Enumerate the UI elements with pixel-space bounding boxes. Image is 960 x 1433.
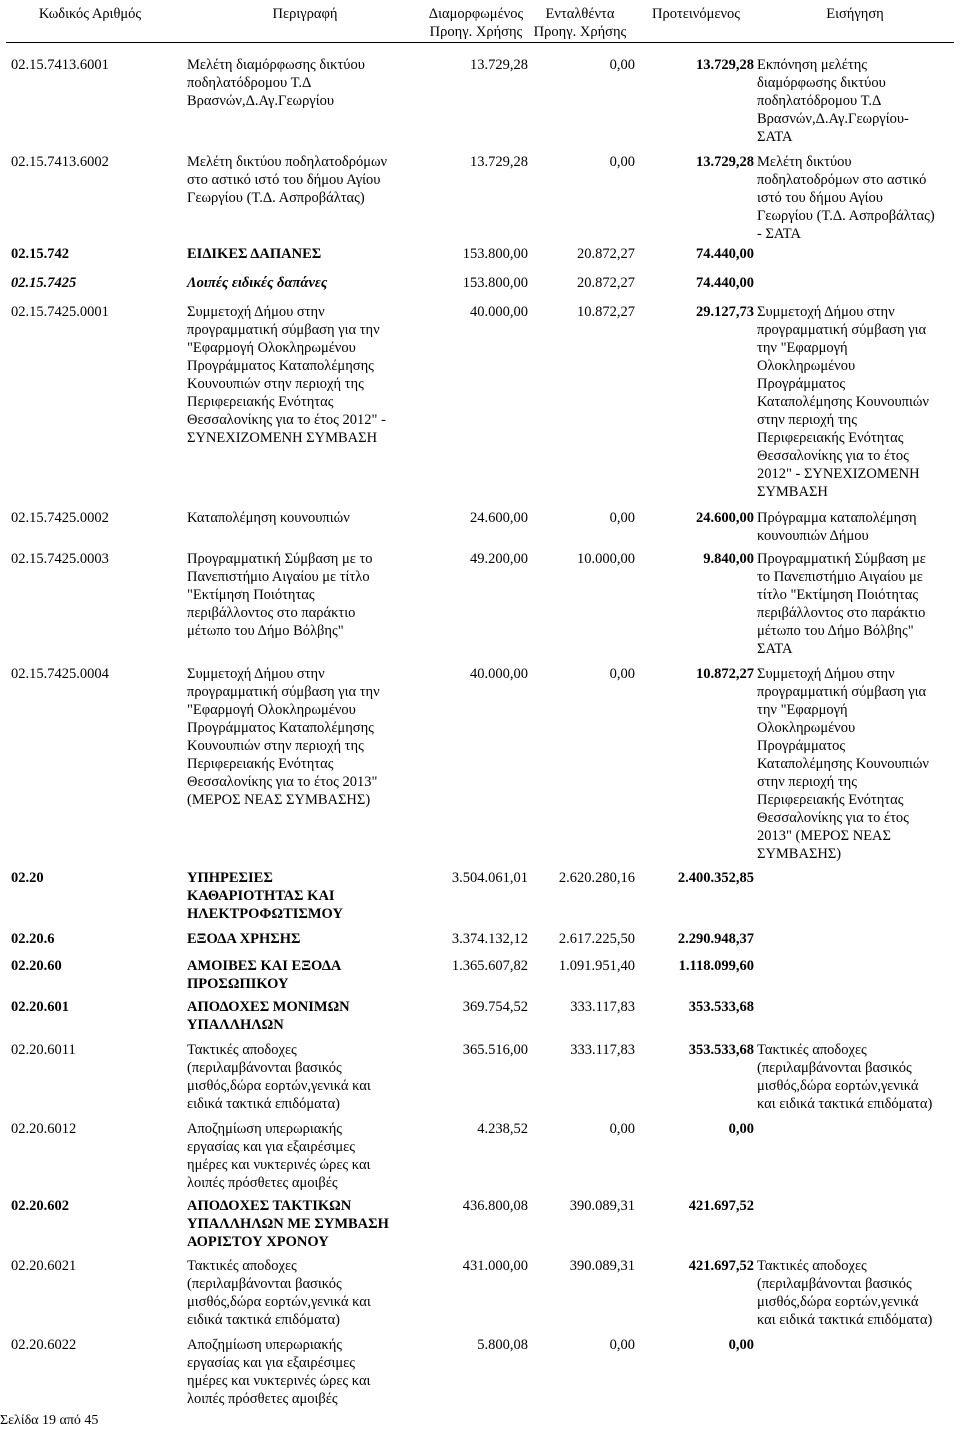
row-description [187,1336,415,1408]
row-description [187,869,415,923]
row-proposal-line: Ολοκληρωμένου [757,720,856,736]
row-description-line: "Εφαρμογή Ολοκληρωμένου [187,702,356,718]
row-code: 02.20.602 [11,1198,69,1214]
row-description [187,274,415,292]
row-code: 02.15.742 [11,246,69,262]
row-proposal-line: Συμμετοχή Δήμου στην [757,304,895,320]
row-description-line: Καταπολέμηση κουνουπιών [187,510,350,526]
row-proposal-line: προγραμματική σύμβαση για [757,684,927,700]
row-committed-value: 0,00 [609,154,635,170]
row-proposed-value: 0,00 [728,1121,754,1137]
row-proposed-value: 74.440,00 [696,246,754,262]
row-code: 02.15.7413.6002 [11,154,109,170]
row-proposal-line: το Πανεπιστήμιο Αιγαίου με [757,569,923,585]
row-description-line: Αποζημίωση υπερωριακής [187,1121,343,1137]
row-proposal-line: Γεωργίου (Τ.Δ. Ασπροβάλτας) [757,208,935,224]
row-committed-value: 0,00 [609,57,635,73]
row-description [187,1257,415,1329]
row-description-line: Περιφερειακής Ενότητας [187,394,334,410]
row-proposed-value: 24.600,00 [696,510,754,526]
row-description-line: Τακτικές αποδοχες [187,1042,297,1058]
row-proposal-line: στην περιοχή της [757,774,857,790]
row-description-line: Γεωργίου (Τ.Δ. Ασπροβάλτας) [187,190,365,206]
row-description [187,303,415,447]
row-code: 02.15.7413.6001 [11,57,109,73]
row-formatted-value: 369.754,52 [462,999,528,1015]
row-formatted-value: 3.374.132,12 [451,931,528,947]
row-description-line: μισθός,δώρα εορτών,γενικά και [187,1078,371,1094]
row-code: 02.20.6022 [11,1337,77,1353]
row-description-line: ΑΠΟΔΟΧΕΣ ΜΟΝΙΜΩΝ [187,999,350,1015]
row-description-line: ΑΜΟΙΒΕΣ ΚΑΙ ΕΞΟΔΑ [187,958,342,974]
row-committed-value: 10.872,27 [577,304,635,320]
row-formatted-value: 436.800,08 [462,1198,528,1214]
row-proposed-value: 9.840,00 [703,551,754,567]
row-proposal-line: Θεσσαλονίκης για το έτος [757,810,909,826]
row-description-line: μέτωπο του Δήμο Βόλβης" [187,623,344,639]
row-proposal-note [757,665,957,863]
row-proposal-line: Τακτικές αποδοχες [757,1042,867,1058]
row-formatted-value: 4.238,52 [477,1121,528,1137]
row-proposed-value: 421.697,52 [688,1198,754,1214]
row-description [187,1041,415,1113]
row-proposal-line: ποδηλατόδρομου Τ.Δ [757,93,882,109]
row-description-line: (περιλαμβάνονται βασικός [187,1060,342,1076]
row-proposal-line: Θεσσαλονίκης για το έτος [757,448,909,464]
row-proposed-value: 353.533,68 [688,1042,754,1058]
row-proposal-line: ιστό του δήμου Αγίου [757,190,883,206]
row-description-line: Θεσσαλονίκης για το έτος 2013" [187,774,378,790]
row-formatted-value: 40.000,00 [470,666,528,682]
row-formatted-value: 49.200,00 [470,551,528,567]
row-proposal-line: ποδηλατοδρόμων στο αστικό [757,172,927,188]
row-description-line: Προγράμματος Καταπολέμησης [187,358,374,374]
row-formatted-value: 24.600,00 [470,510,528,526]
row-proposed-value: 13.729,28 [696,57,754,73]
row-code: 02.20.6 [11,931,55,947]
row-proposal-line: την "Εφαρμογή [757,702,848,718]
row-committed-value: 0,00 [609,666,635,682]
row-committed-value: 333.117,83 [570,999,635,1015]
row-formatted-value: 13.729,28 [470,154,528,170]
row-description-line: Πανεπιστήμιο Αιγαίου με τίτλο [187,569,370,585]
row-description-line: "Εφαρμογή Ολοκληρωμένου [187,340,356,356]
table-header [0,0,960,42]
row-code: 02.15.7425.0004 [11,666,109,682]
row-committed-value: 2.617.225,50 [558,931,635,947]
row-formatted-value: 431.000,00 [462,1258,528,1274]
row-proposal-note [757,550,957,658]
row-description-line: (ΜΕΡΟΣ ΝΕΑΣ ΣΥΜΒΑΣΗΣ) [187,792,371,808]
row-description [187,998,415,1034]
row-committed-value: 0,00 [609,510,635,526]
row-description-line: Θεσσαλονίκης για το έτος 2012" - [187,412,386,428]
row-formatted-value: 1.365.607,82 [451,958,528,974]
row-proposal-line: (περιλαμβάνονται βασικός [757,1276,912,1292]
row-proposal-note [757,509,957,545]
row-proposal-line: ΣΥΜΒΑΣΗ [757,484,828,500]
row-proposed-value: 74.440,00 [696,275,754,291]
row-description [187,930,415,948]
row-description-line: περιβάλλοντος στο παράκτιο [187,605,356,621]
row-proposal-line: την "Εφαρμογή [757,340,848,356]
row-description-line: (περιλαμβάνονται βασικός [187,1276,342,1292]
row-proposal-line: περιβάλλοντος στο παράκτιο [757,605,926,621]
row-description-line: ΥΠΗΡΕΣΙΕΣ [187,870,273,886]
row-description-line: ΚΑΘΑΡΙΟΤΗΤΑΣ ΚΑΙ [187,888,335,904]
row-description-line: ημέρες και νυκτερινές ώρες και [187,1157,371,1173]
row-description-line: ειδικά τακτικά επιδόματα) [187,1096,341,1112]
row-proposal-note [757,1257,957,1329]
row-proposal-line: Βρασνών,Δ.Αγ.Γεωργίου- [757,111,909,127]
row-description-line: προγραμματική σύμβαση για την [187,322,380,338]
row-committed-value: 0,00 [609,1337,635,1353]
row-proposal-line: Περιφερειακής Ενότητας [757,792,904,808]
row-description-line: ΥΠΑΛΛΗΛΩΝ [187,1017,284,1033]
row-description [187,665,415,809]
row-proposal-line: στην περιοχή της [757,412,857,428]
header-divider [6,42,954,43]
row-description-line: ΣΥΝΕΧΙΖΟΜΕΝΗ ΣΥΜΒΑΣΗ [187,430,378,446]
row-description [187,1120,415,1192]
row-proposal-line: Εκπόνηση μελέτης [757,57,868,73]
row-formatted-value: 153.800,00 [462,275,528,291]
row-description-line: Συμμετοχή Δήμου στην [187,666,325,682]
row-description-line: στο αστικό ιστό του δήμου Αγίου [187,172,381,188]
row-code: 02.15.7425.0003 [11,551,109,567]
row-description-line: Προγράμματος Καταπολέμησης [187,720,374,736]
row-description-line: λοιπές πρόσθετες αμοιβές [187,1175,338,1191]
row-committed-value: 10.000,00 [577,551,635,567]
row-description-line: ΠΡΟΣΩΠΙΚΟΥ [187,976,289,992]
row-proposal-line: Τακτικές αποδοχες [757,1258,867,1274]
row-proposal-line: ΣΑΤΑ [757,641,793,657]
row-description-line: Μελέτη διαμόρφωσης δικτύου [187,57,365,73]
row-proposal-line: Περιφερειακής Ενότητας [757,430,904,446]
row-proposed-value: 2.290.948,37 [677,931,754,947]
header-formatted: Διαμορφωμένος Προηγ. Χρήσης [428,6,524,40]
row-description-line: προγραμματική σύμβαση για την [187,684,380,700]
row-description-line: Συμμετοχή Δήμου στην [187,304,325,320]
row-proposal-note [757,1041,957,1113]
row-committed-value: 390.089,31 [569,1258,635,1274]
row-description [187,550,415,640]
row-description-line: ΗΛΕΚΤΡΟΦΩΤΙΣΜΟΥ [187,906,343,922]
row-description-line: ΑΟΡΙΣΤΟΥ ΧΡΟΝΟΥ [187,1234,329,1250]
header-proposed: Προτεινόμενος [652,6,740,22]
row-proposal-line: Προγράμματος [757,376,846,392]
row-code: 02.20.601 [11,999,69,1015]
row-description [187,1197,415,1251]
row-description-line: ΕΙΔΙΚΕΣ ΔΑΠΑΝΕΣ [187,246,322,262]
row-committed-value: 2.620.280,16 [558,870,635,886]
row-description-line: λοιπές πρόσθετες αμοιβές [187,1391,338,1407]
row-proposal-line: Συμμετοχή Δήμου στην [757,666,895,682]
row-description-line: Λοιπές ειδικές δαπάνες [187,275,328,291]
row-code: 02.15.7425.0001 [11,304,109,320]
row-proposal-line: κουνουπιών Δήμου [757,528,869,544]
row-proposal-note [757,56,957,146]
row-description [187,245,415,263]
row-proposal-line: μέτωπο του Δήμο Βόλβης" [757,623,914,639]
row-proposed-value: 0,00 [728,1337,754,1353]
row-proposal-line: Ολοκληρωμένου [757,358,856,374]
row-proposal-note [757,303,957,501]
row-proposal-line: Πρόγραμμα καταπολέμηση [757,510,917,526]
row-proposal-line: ΣΥΜΒΑΣΗΣ) [757,846,842,862]
row-proposed-value: 29.127,73 [696,304,754,320]
row-proposal-line: Καταπολέμησης Κουνουπιών [757,756,929,772]
row-proposal-line: Προγραμματική Σύμβαση με [757,551,926,567]
row-description-line: ποδηλατόδρομου Τ.Δ [187,75,312,91]
row-code: 02.20.6011 [11,1042,76,1058]
row-proposal-line: προγραμματική σύμβαση για [757,322,927,338]
row-committed-value: 0,00 [609,1121,635,1137]
row-description-line: ΑΠΟΔΟΧΕΣ ΤΑΚΤΙΚΩΝ [187,1198,352,1214]
row-description-line: Κουνουπιών στην περιοχή της [187,376,364,392]
row-committed-value: 1.091.951,40 [558,958,635,974]
row-proposed-value: 13.729,28 [696,154,754,170]
page-footer: Σελίδα 19 από 45 [0,1413,99,1428]
row-code: 02.20.6012 [11,1121,77,1137]
row-formatted-value: 13.729,28 [470,57,528,73]
header-proposal: Εισήγηση [826,6,884,22]
row-formatted-value: 365.516,00 [462,1042,528,1058]
row-proposal-note [757,153,957,243]
row-proposal-line: 2013" (ΜΕΡΟΣ ΝΕΑΣ [757,828,891,844]
row-proposal-line: Καταπολέμησης Κουνουπιών [757,394,929,410]
row-committed-value: 390.089,31 [569,1198,635,1214]
header-committed: Ενταλθέντα Προηγ. Χρήσης [533,6,627,40]
row-description [187,957,415,993]
row-proposed-value: 421.697,52 [688,1258,754,1274]
row-code: 02.20.60 [11,958,62,974]
row-description-line: Αποζημίωση υπερωριακής [187,1337,343,1353]
row-description-line: Βρασνών,Δ.Αγ.Γεωργίου [187,93,335,109]
row-proposed-value: 10.872,27 [696,666,754,682]
row-formatted-value: 153.800,00 [462,246,528,262]
row-code: 02.20 [11,870,44,886]
row-proposal-line: (περιλαμβάνονται βασικός [757,1060,912,1076]
row-description-line: ημέρες και νυκτερινές ώρες και [187,1373,371,1389]
row-proposed-value: 2.400.352,85 [677,870,754,886]
row-description-line: μισθός,δώρα εορτών,γενικά και [187,1294,371,1310]
row-proposed-value: 1.118.099,60 [678,958,754,974]
row-description-line: εργασίας και για εξαιρέσιμες [187,1355,356,1371]
row-code: 02.15.7425.0002 [11,510,109,526]
row-proposal-line: - ΣΑΤΑ [757,226,801,242]
header-code: Κωδικός Αριθμός [38,6,142,22]
row-description [187,153,415,207]
row-description-line: Μελέτη δικτύου ποδηλατοδρόμων [187,154,388,170]
row-formatted-value: 5.800,08 [477,1337,528,1353]
row-committed-value: 20.872,27 [577,246,635,262]
row-committed-value: 20.872,27 [577,275,635,291]
row-proposal-line: Προγράμματος [757,738,846,754]
header-description: Περιγραφή [272,6,338,22]
row-description-line: ειδικά τακτικά επιδόματα) [187,1312,341,1328]
row-committed-value: 333.117,83 [570,1042,635,1058]
row-description-line: εργασίας και για εξαιρέσιμες [187,1139,356,1155]
row-proposal-line: Μελέτη δικτύου [757,154,852,170]
row-proposed-value: 353.533,68 [688,999,754,1015]
row-description-line: ΕΞΟΔΑ ΧΡΗΣΗΣ [187,931,301,947]
row-description-line: Τακτικές αποδοχες [187,1258,297,1274]
row-proposal-line: μισθός,δώρα εορτών,γενικά [757,1078,919,1094]
row-code: 02.15.7425 [11,275,77,291]
row-formatted-value: 40.000,00 [470,304,528,320]
row-code: 02.20.6021 [11,1258,77,1274]
row-description-line: "Εκτίμηση Ποιότητας [187,587,315,603]
row-description [187,509,415,527]
row-proposal-line: ΣΑΤΑ [757,129,793,145]
row-description-line: Προγραμματική Σύμβαση με το [187,551,373,567]
row-description-line: Κουνουπιών στην περιοχή της [187,738,364,754]
row-proposal-line: 2012" - ΣΥΝΕΧΙΖΟΜΕΝΗ [757,466,920,482]
row-proposal-line: και ειδικά τακτικά επιδόματα) [757,1312,933,1328]
row-description-line: ΥΠΑΛΛΗΛΩΝ ΜΕ ΣΥΜΒΑΣΗ [187,1216,389,1232]
row-formatted-value: 3.504.061,01 [451,870,528,886]
row-proposal-line: διαμόρφωσης δικτύου [757,75,886,91]
row-proposal-line: τίτλο "Εκτίμηση Ποιότητας [757,587,919,603]
row-proposal-line: και ειδικά τακτικά επιδόματα) [757,1096,933,1112]
row-proposal-line: μισθός,δώρα εορτών,γενικά [757,1294,919,1310]
row-description [187,56,415,110]
row-description-line: Περιφερειακής Ενότητας [187,756,334,772]
